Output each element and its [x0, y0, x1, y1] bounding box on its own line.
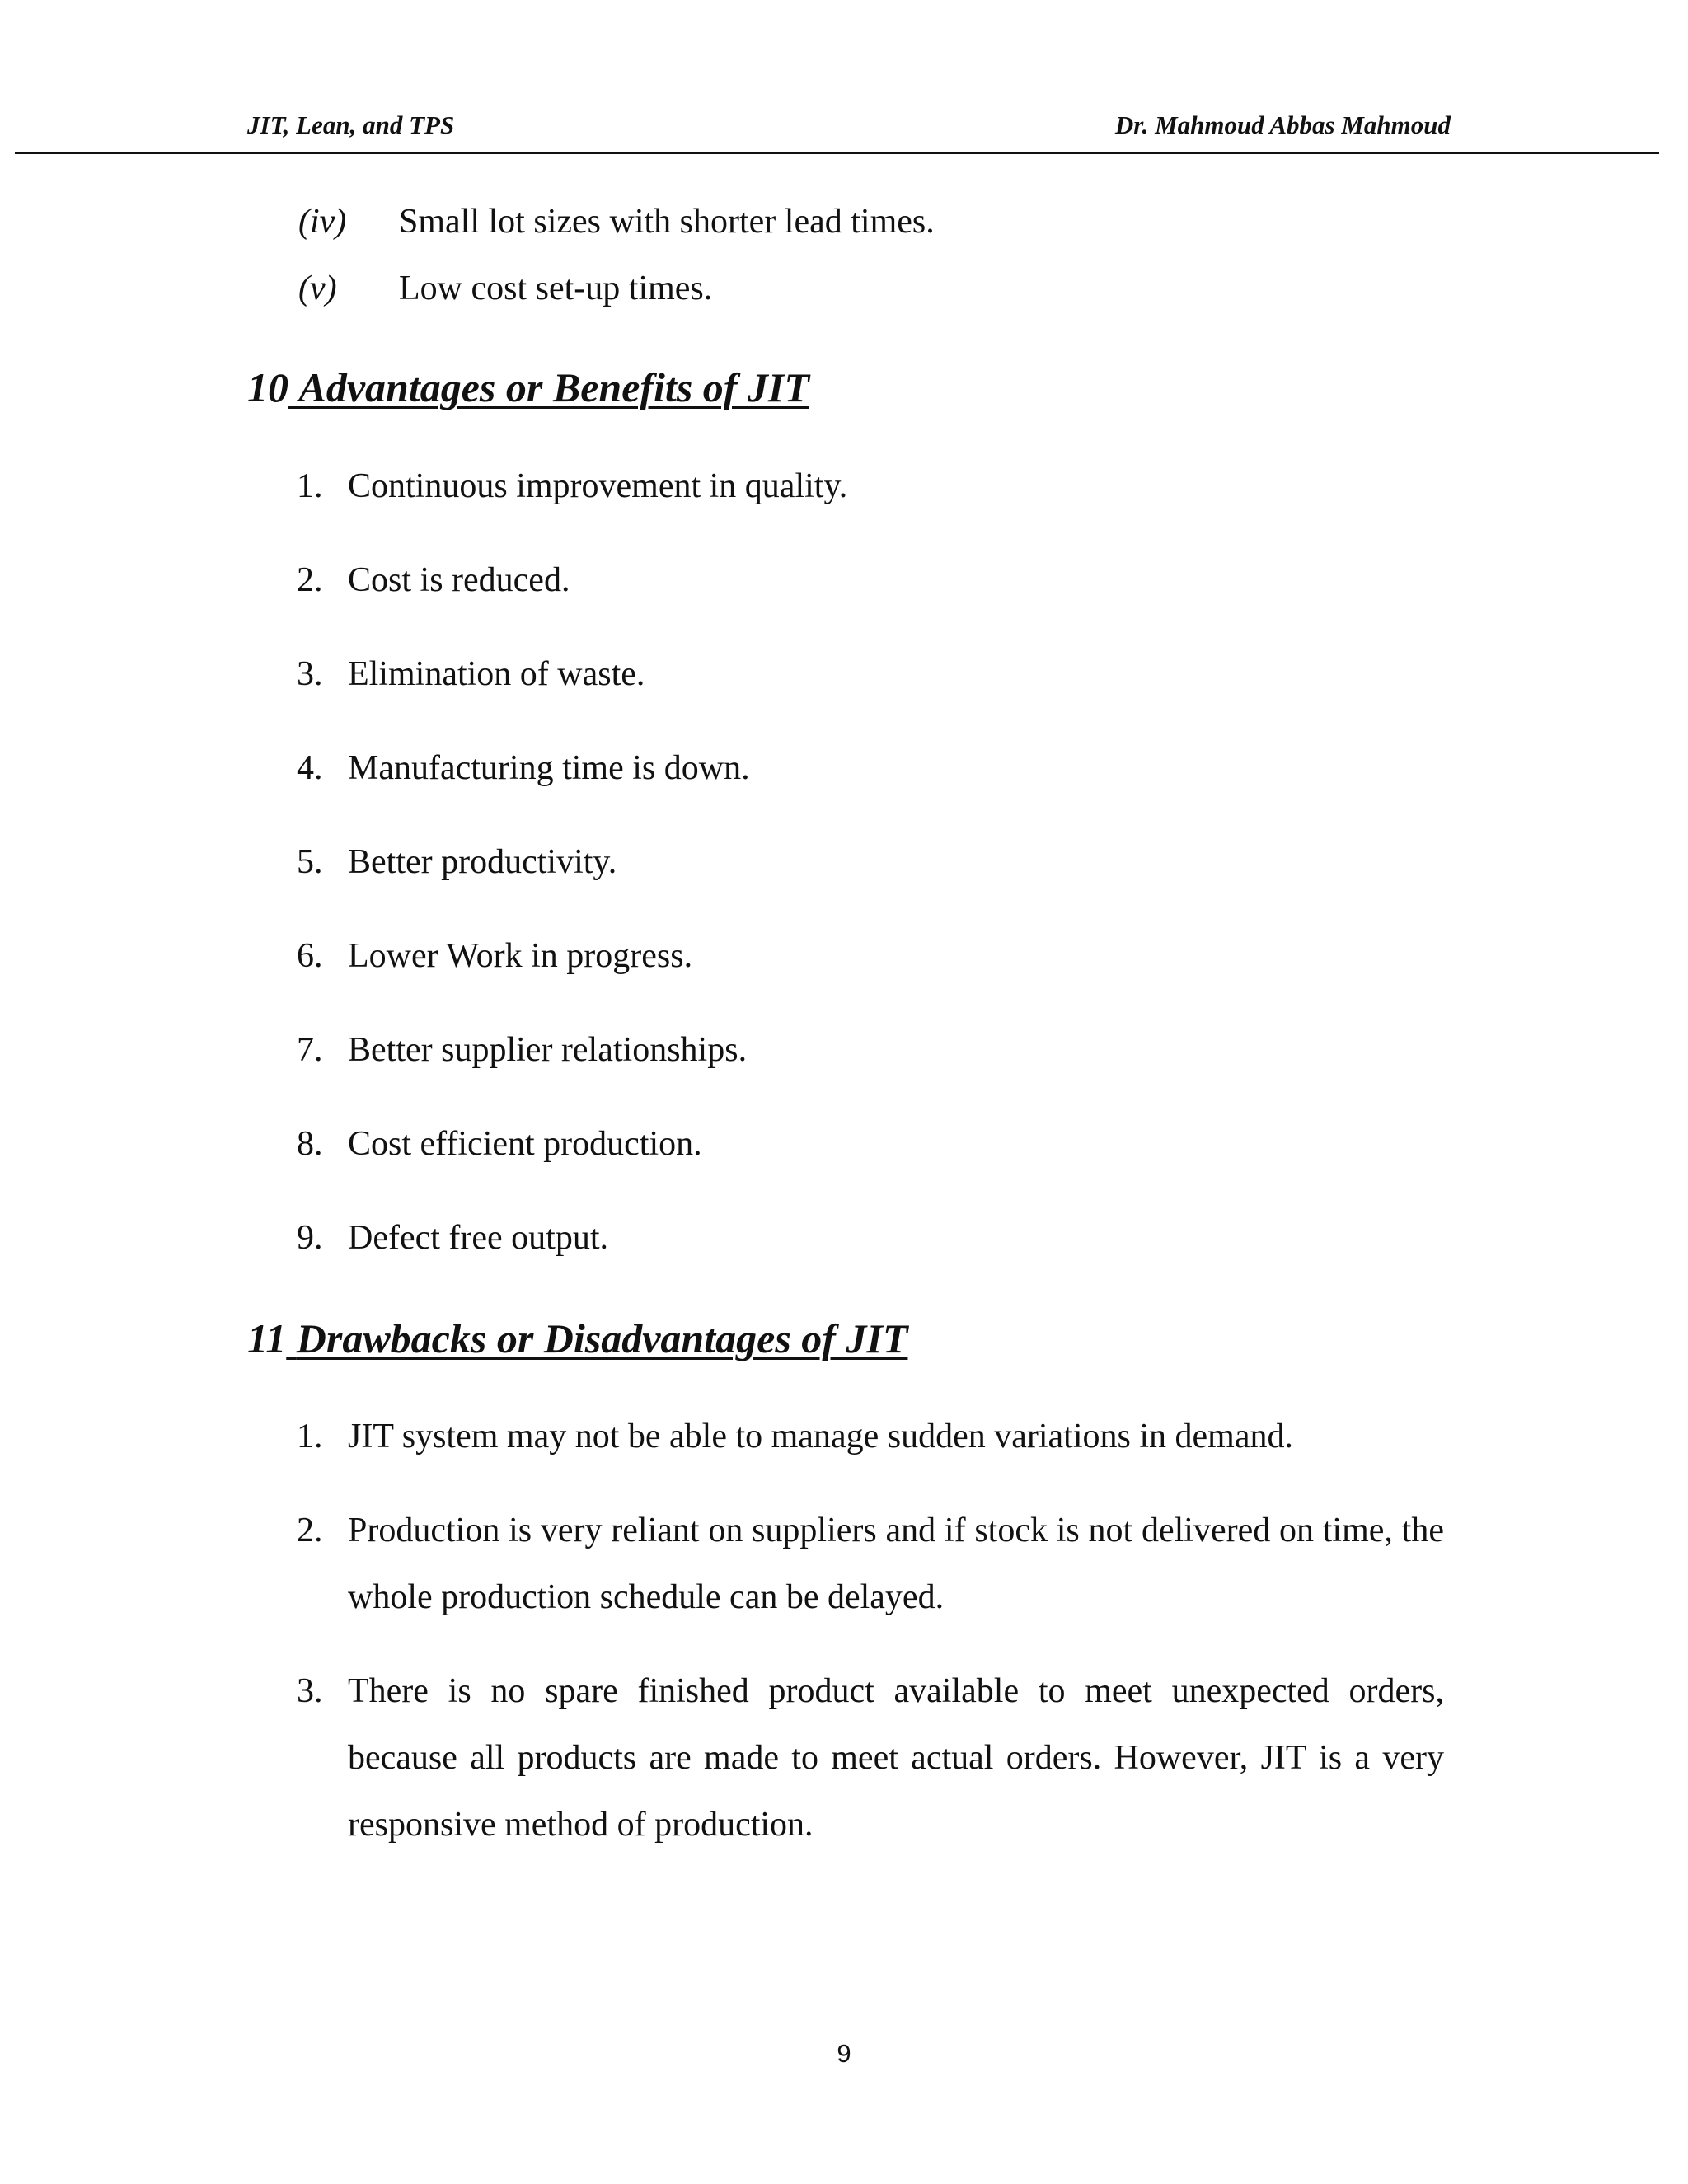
list-number: 1.	[297, 467, 323, 505]
roman-list-item	[298, 268, 712, 309]
disadvantage-item	[297, 1658, 1444, 1858]
disadvantage-item	[297, 1404, 1444, 1470]
header-title: JIT, Lean, and TPS	[247, 110, 455, 139]
advantage-item	[297, 735, 1444, 802]
list-number: 2.	[297, 561, 323, 599]
list-number: 7.	[297, 1031, 323, 1069]
advantage-item	[297, 547, 1444, 614]
header-author: Dr. Mahmoud Abbas Mahmoud	[1114, 110, 1451, 139]
list-text: Elimination of waste.	[348, 655, 645, 693]
list-number: 3.	[297, 1672, 323, 1710]
list-text: JIT system may not be able to manage sudden variations in demand.	[348, 1418, 1293, 1455]
section-heading-advantages	[247, 363, 809, 412]
list-text: Production is very reliant on suppliers and if stock is not delivered on time, the whole production schedule can be delayed.	[348, 1511, 1444, 1616]
roman-list-text: Small lot sizes with shorter lead times.	[399, 203, 935, 241]
section-title: Drawbacks or Disadvantages of JIT	[296, 1315, 908, 1361]
advantage-item	[297, 1205, 1444, 1272]
list-number: 6.	[297, 937, 323, 975]
disadvantage-item	[297, 1497, 1444, 1631]
list-text: Manufacturing time is down.	[348, 749, 750, 787]
advantage-item	[297, 453, 1444, 520]
list-text: Better productivity.	[348, 843, 617, 881]
list-text: Cost efficient production.	[348, 1125, 702, 1163]
list-number: 4.	[297, 749, 323, 787]
list-number: 1.	[297, 1418, 323, 1455]
advantage-item	[297, 1017, 1444, 1084]
advantage-item	[297, 1111, 1444, 1178]
section-number: 10	[247, 364, 288, 410]
header-divider	[15, 152, 1659, 154]
list-number: 3.	[297, 655, 323, 693]
page-header	[247, 105, 1451, 147]
list-text: Defect free output.	[348, 1219, 609, 1257]
roman-list-number: (iv)	[298, 203, 347, 241]
list-text: Better supplier relationships.	[348, 1031, 748, 1069]
advantage-item	[297, 923, 1444, 990]
list-text: Continuous improvement in quality.	[348, 467, 848, 505]
roman-list-number: (v)	[298, 269, 337, 307]
list-text: There is no spare finished product available to meet unexpected orders, because all products are made to meet actual orders. However, JIT is a very responsive method of production.	[348, 1672, 1444, 1844]
list-number: 9.	[297, 1219, 323, 1257]
roman-list-item	[298, 201, 935, 242]
section-heading-disadvantages	[247, 1314, 907, 1363]
advantage-item	[297, 641, 1444, 708]
list-text: Cost is reduced.	[348, 561, 570, 599]
roman-list-text: Low cost set-up times.	[399, 269, 713, 307]
section-title: Advantages or Benefits of JIT	[298, 364, 809, 410]
list-number: 5.	[297, 843, 323, 881]
list-text: Lower Work in progress.	[348, 937, 693, 975]
page-number: 9	[837, 2039, 851, 2068]
list-number: 2.	[297, 1511, 323, 1549]
list-number: 8.	[297, 1125, 323, 1163]
advantage-item	[297, 829, 1444, 896]
section-number: 11	[247, 1315, 287, 1361]
